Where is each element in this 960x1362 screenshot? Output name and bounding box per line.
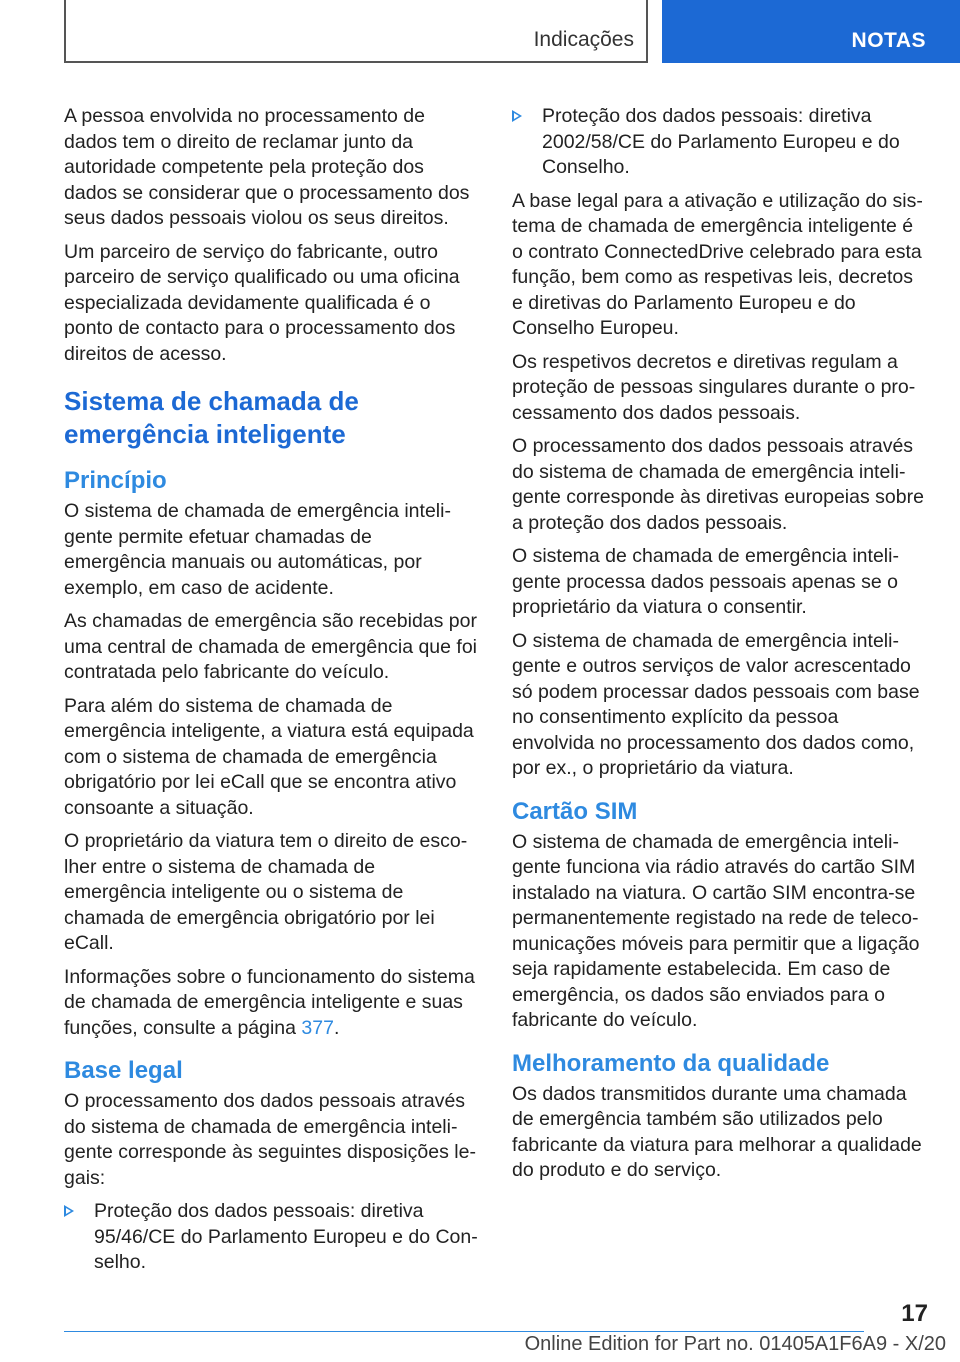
paragraph: O sistema de chamada de emergência inteligente funciona via rádio através do cartão SIM instalado na viatura. O cartão SIM encontra-se permanentemente registado na rede de telecomunicações móveis para permitir que a ligação seja rapidamente estabelecida. Em caso de emergência, os dados são enviados para o fabricante do veículo. xyxy=(512,830,920,1031)
paragraph: Os respetivos decretos e diretivas regulam a proteção de pessoas singulares durante o processamento dos dados pessoais. xyxy=(512,350,916,424)
right-column xyxy=(512,104,926,1192)
triangle-bullet-icon xyxy=(64,1205,74,1217)
subsection-heading: Cartão SIM xyxy=(512,797,638,825)
subsection-heading: Princípio xyxy=(64,467,167,494)
paragraph: O sistema de chamada de emergência inteligente permite efetuar chamadas de emergência manuais ou automáticas, por exemplo, em caso de acidente. xyxy=(64,500,451,599)
left-column xyxy=(64,104,478,1284)
paragraph: O sistema de chamada de emergência inteligente processa dados pessoais apenas se o proprietário da viatura o consentir. xyxy=(512,545,899,618)
running-header-section: Indicações xyxy=(533,28,634,51)
paragraph: A base legal para a ativação e utilização do sistema de chamada de emergência inteligente é o contrato ConnectedDrive celebrado para esta função, bem como as respetivas leis, decretos e diretivas do Parlamento Europeu e do Conselho Europeu. xyxy=(512,189,923,339)
paragraph: As chamadas de emergência são recebidas por uma central de chamada de emergência que foi contratada pelo fabricante do veículo. xyxy=(64,610,478,683)
subsection-heading: Melhoramento da qualidade xyxy=(512,1049,830,1077)
triangle-bullet-icon xyxy=(512,110,522,122)
paragraph: Um parceiro de serviço do fabricante, outro parceiro de serviço qualificado ou uma oficina especializada devidamente qualificada é o ponto de contacto para o processamento dos direitos de acesso. xyxy=(64,240,460,365)
list-item: Proteção dos dados pessoais: diretiva 95/46/CE do Parlamento Europeu e do Conselho. xyxy=(64,1199,478,1276)
footer-edition: Online Edition for Part no. 01405A1F6A9 - X/20 xyxy=(524,1333,946,1355)
paragraph: O proprietário da viatura tem o direito de escolher entre o sistema de chamada de emergência inteligente ou o sistema de chamada de emergência obrigatório por lei eCall. xyxy=(64,830,468,954)
list-item: Proteção dos dados pessoais: diretiva 2002/58/CE do Parlamento Europeu e do Conselho. xyxy=(512,104,926,181)
paragraph: A pessoa envolvida no processamento de dados tem o direito de reclamar junto da autoridade competente pela proteção dos dados se considerar que o processamento dos seus dados pessoais violou os seus direitos. xyxy=(64,105,470,229)
paragraph: O processamento dos dados pessoais através do sistema de chamada de emergência inteligente corresponde às seguintes disposições legais: xyxy=(64,1090,476,1189)
section-heading: Sistema de chamada de emergência inteligente xyxy=(64,386,359,449)
footer-divider xyxy=(64,1331,864,1332)
running-header-chapter: NOTAS xyxy=(851,29,926,52)
paragraph: Para além do sistema de chamada de emergência inteligente, a viatura está equipada com o sistema de chamada de emergência obrigatório por lei eCall que se encontra ativo consoante a situação. xyxy=(64,694,474,819)
page-reference-link[interactable]: 377 xyxy=(301,1016,334,1039)
paragraph: Os dados transmitidos durante uma chamada de emergência também são utilizados pelo fabricante da viatura para melhorar a qualidade do produto e do serviço. xyxy=(512,1082,922,1181)
subsection-heading: Base legal xyxy=(64,1057,183,1084)
page-number: 17 xyxy=(901,1300,928,1327)
paragraph: Informações sobre o funcionamento do sistema de chamada de emergência inteligente e suas funções, consulte a página 377. xyxy=(64,965,475,1039)
running-header-chapter-box xyxy=(662,0,960,63)
paragraph: O sistema de chamada de emergência inteligente e outros serviços de valor acrescentado só podem processar dados pessoais com base no consentimento explícito da pessoa envolvida no processamento dos dados como, por ex., o proprietário da viatura. xyxy=(512,629,920,779)
running-header-section-box xyxy=(64,0,648,63)
paragraph: O processamento dos dados pessoais através do sistema de chamada de emergência inteligente corresponde às diretivas europeias sobre a proteção dos dados pessoais. xyxy=(512,435,924,534)
